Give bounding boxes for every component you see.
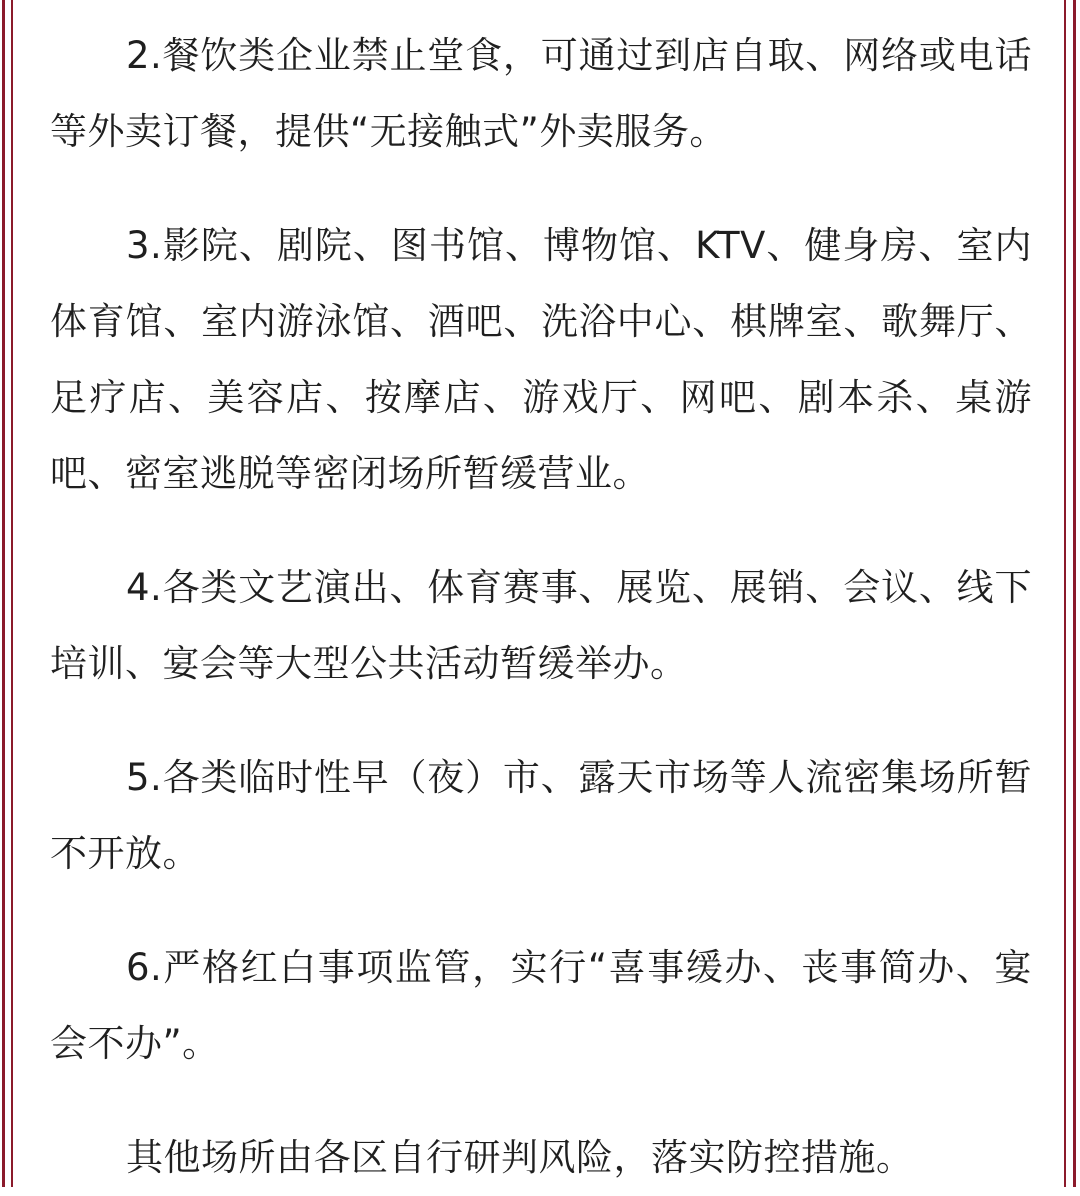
right-border-inner <box>1064 0 1066 1187</box>
right-border-outer <box>1073 0 1076 1187</box>
paragraph-item-2: 2.餐饮类企业禁止堂食，可通过到店自取、网络或电话等外卖订餐，提供“无接触式”外卖服务。 <box>50 34 1032 153</box>
article-body <box>50 18 1032 1196</box>
paragraph-item-5: 5.各类临时性早（夜）市、露天市场等人流密集场所暂不开放。 <box>50 756 1032 875</box>
left-border-inner <box>11 0 13 1187</box>
paragraph-item-3: 3.影院、剧院、图书馆、博物馆、KTV、健身房、室内体育馆、室内游泳馆、酒吧、洗浴中心、棋牌室、歌舞厅、足疗店、美容店、按摩店、游戏厅、网吧、剧本杀、桌游吧、密室逃脱等密闭场所暂缓营业。 <box>50 224 1032 495</box>
paragraph-item-6: 6.严格红白事项监管，实行“喜事缓办、丧事简办、宴会不办”。 <box>50 946 1032 1065</box>
paragraph-item-4: 4.各类文艺演出、体育赛事、展览、展销、会议、线下培训、宴会等大型公共活动暂缓举办。 <box>50 566 1032 685</box>
left-border-outer <box>2 0 5 1187</box>
paragraph-other-venues: 其他场所由各区自行研判风险，落实防控措施。 <box>126 1136 914 1179</box>
